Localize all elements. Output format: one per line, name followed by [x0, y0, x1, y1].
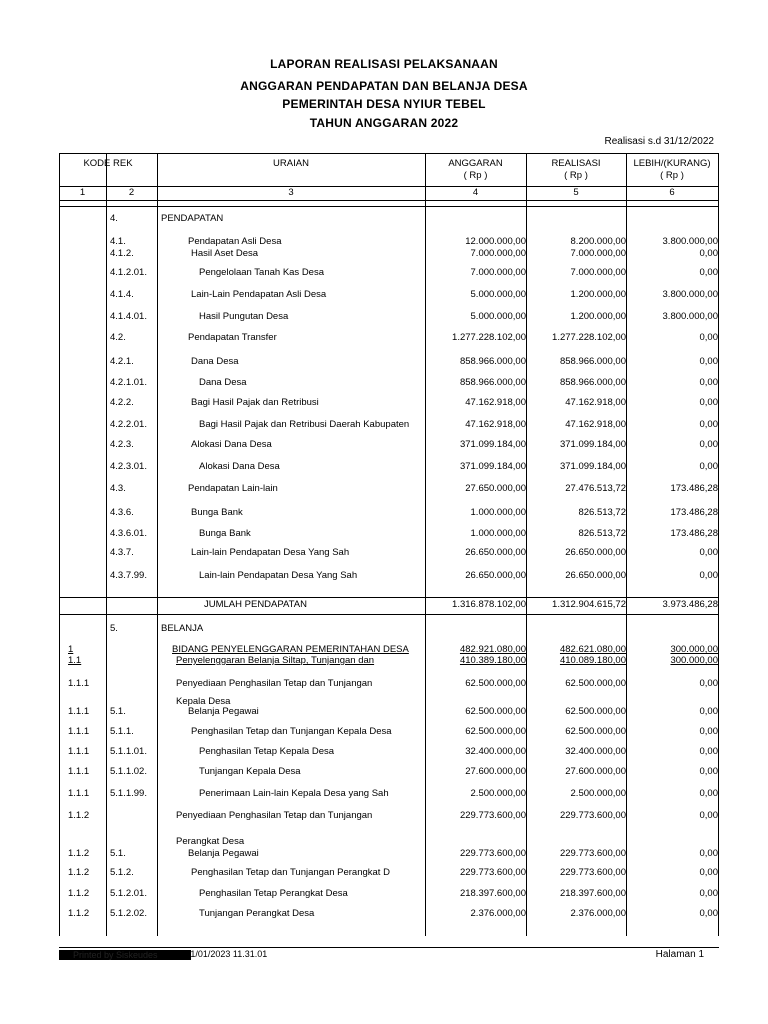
row-kode-rekening: 5.1.1.01.: [110, 746, 147, 757]
row-kode-rekening: 4.3.6.01.: [110, 528, 147, 539]
row-realisasi: 371.099.184,00: [559, 461, 626, 472]
row-anggaran: 858.966.000,00: [459, 377, 526, 388]
budget-table: [59, 153, 719, 936]
col-border-6: [718, 153, 719, 936]
row-uraian: Bagi Hasil Pajak dan Retribusi Daerah Kabupaten: [199, 419, 410, 430]
row-anggaran: 62.500.000,00: [465, 726, 526, 737]
colnum-divider: [59, 200, 719, 201]
row-kode-rekening: 4.2.1.01.: [110, 377, 147, 388]
header-anggaran-rp: ( Rp ): [463, 170, 488, 181]
row-lebih-kurang: 3.800.000,00: [662, 311, 718, 322]
row-realisasi: 1.200.000,00: [570, 289, 626, 300]
row-lebih-kurang: 0,00: [699, 867, 718, 878]
total-top-line: [59, 597, 719, 598]
header-kode-rek: KODE REK: [83, 158, 133, 169]
row-kode-rekening: 4.2.2.: [110, 397, 134, 408]
row-realisasi: 1.312.904.615,72: [552, 599, 626, 610]
row-anggaran: 229.773.600,00: [459, 848, 526, 859]
row-anggaran: 12.000.000,00: [465, 236, 526, 247]
row-lebih-kurang: 3.800.000,00: [662, 236, 718, 247]
row-realisasi: 7.000.000,00: [570, 267, 626, 278]
colnum-2: 2: [128, 187, 135, 198]
row-kode-bidang: 1.1.1: [68, 766, 90, 777]
header-realisasi-rp: ( Rp ): [564, 170, 588, 181]
row-uraian: Tunjangan Perangkat Desa: [199, 908, 315, 919]
row-anggaran: 218.397.600,00: [459, 888, 526, 899]
row-anggaran: 410.389.180,00: [459, 655, 526, 666]
row-lebih-kurang: 0,00: [699, 746, 718, 757]
header-uraian: URAIAN: [273, 158, 309, 169]
row-uraian: Alokasi Dana Desa: [191, 439, 272, 450]
report-title-line-1: LAPORAN REALISASI PELAKSANAAN: [270, 57, 498, 71]
row-uraian: Perangkat Desa: [176, 836, 245, 847]
row-kode-bidang: 1.1.2: [68, 867, 90, 878]
row-uraian: Dana Desa: [199, 377, 247, 388]
row-kode-rekening: 4.1.2.01.: [110, 267, 147, 278]
body-start-line: [59, 206, 719, 207]
colnum-1: 1: [79, 187, 86, 198]
report-title-line-4: TAHUN ANGGARAN 2022: [309, 116, 459, 130]
row-uraian: Penghasilan Tetap dan Tunjangan Perangkat D: [191, 867, 390, 878]
row-lebih-kurang: 0,00: [699, 377, 718, 388]
row-anggaran: 1.000.000,00: [470, 507, 526, 518]
row-kode-bidang: 1.1.2: [68, 810, 90, 821]
row-lebih-kurang: 0,00: [699, 419, 718, 430]
col-border-0: [59, 153, 60, 936]
row-kode-bidang: 1.1.2: [68, 848, 90, 859]
row-kode-rekening: 5.1.1.: [110, 726, 134, 737]
row-kode-bidang: 1.1.1: [68, 678, 90, 689]
row-anggaran: 32.400.000,00: [465, 746, 526, 757]
row-anggaran: 2.376.000,00: [470, 908, 526, 919]
row-uraian: Bunga Bank: [199, 528, 251, 539]
row-lebih-kurang: 0,00: [699, 397, 718, 408]
row-kode-rekening: 4.3.7.99.: [110, 570, 147, 581]
header-lebih-rp: ( Rp ): [660, 170, 684, 181]
row-uraian: Penyediaan Penghasilan Tetap dan Tunjangan: [176, 810, 373, 821]
print-timestamp: 11/01/2023 11.31.01: [186, 949, 268, 959]
row-realisasi: 229.773.600,00: [559, 867, 626, 878]
row-kode-bidang: 1.1.2: [68, 908, 90, 919]
row-realisasi: 371.099.184,00: [559, 439, 626, 450]
row-anggaran: 1.277.228.102,00: [452, 332, 526, 343]
row-lebih-kurang: 0,00: [699, 439, 718, 450]
row-uraian: Kepala Desa: [176, 696, 231, 707]
row-uraian: BIDANG PENYELENGGARAN PEMERINTAHAN DESA: [172, 644, 409, 655]
row-kode-bidang: 1.1.1: [68, 706, 90, 717]
row-lebih-kurang: 0,00: [699, 248, 718, 259]
row-lebih-kurang: 3.973.486,28: [662, 599, 718, 610]
row-realisasi: 1.277.228.102,00: [552, 332, 626, 343]
row-kode-rekening: 5.1.1.02.: [110, 766, 147, 777]
row-kode-bidang: 1.1: [68, 655, 82, 666]
row-lebih-kurang: 0,00: [699, 908, 718, 919]
row-realisasi: 26.650.000,00: [565, 570, 626, 581]
row-kode-rekening: 5.1.1.99.: [110, 788, 147, 799]
row-uraian: BELANJA: [161, 623, 204, 634]
row-lebih-kurang: 0,00: [699, 766, 718, 777]
row-lebih-kurang: 300.000,00: [670, 644, 718, 655]
row-uraian: JUMLAH PENDAPATAN: [204, 599, 307, 610]
row-uraian: Belanja Pegawai: [188, 706, 259, 717]
row-uraian: Penghasilan Tetap dan Tunjangan Kepala Desa: [191, 726, 392, 737]
row-uraian: Tunjangan Kepala Desa: [199, 766, 301, 777]
row-realisasi: 62.500.000,00: [565, 726, 626, 737]
row-kode-bidang: 1.1.1: [68, 788, 90, 799]
row-lebih-kurang: 0,00: [699, 888, 718, 899]
row-lebih-kurang: 173.486,28: [670, 528, 718, 539]
row-lebih-kurang: 0,00: [699, 678, 718, 689]
row-realisasi: 27.476.513,72: [565, 483, 626, 494]
row-anggaran: 27.650.000,00: [465, 483, 526, 494]
row-realisasi: 229.773.600,00: [559, 810, 626, 821]
row-anggaran: 482.921.080,00: [459, 644, 526, 655]
row-uraian: Alokasi Dana Desa: [199, 461, 280, 472]
row-anggaran: 229.773.600,00: [459, 867, 526, 878]
row-realisasi: 482.621.080,00: [559, 644, 626, 655]
row-kode-rekening: 4.2.3.: [110, 439, 134, 450]
row-lebih-kurang: 0,00: [699, 332, 718, 343]
row-kode-rekening: 4.2.: [110, 332, 126, 343]
row-kode-rekening: 5.1.2.01.: [110, 888, 147, 899]
report-title-line-2: ANGGARAN PENDAPATAN DAN BELANJA DESA: [240, 79, 528, 93]
row-realisasi: 826.513,72: [578, 528, 626, 539]
row-anggaran: 7.000.000,00: [470, 267, 526, 278]
row-lebih-kurang: 0,00: [699, 267, 718, 278]
row-uraian: Pendapatan Transfer: [188, 332, 277, 343]
row-lebih-kurang: 0,00: [699, 788, 718, 799]
colnum-3: 3: [288, 187, 294, 198]
row-anggaran: 1.000.000,00: [470, 528, 526, 539]
row-lebih-kurang: 3.800.000,00: [662, 289, 718, 300]
row-realisasi: 2.376.000,00: [570, 908, 626, 919]
colnum-5: 5: [573, 187, 579, 198]
row-uraian: Belanja Pegawai: [188, 848, 259, 859]
row-uraian: Lain-lain Pendapatan Desa Yang Sah: [191, 547, 350, 558]
col-border-1: [106, 153, 107, 936]
row-uraian: PENDAPATAN: [161, 213, 224, 224]
row-kode-rekening: 4.2.1.: [110, 356, 134, 367]
row-realisasi: 229.773.600,00: [559, 848, 626, 859]
row-anggaran: 1.316.878.102,00: [452, 599, 526, 610]
row-uraian: Lain-Lain Pendapatan Asli Desa: [191, 289, 327, 300]
header-realisasi: REALISASI: [551, 158, 601, 169]
colnum-6: 6: [669, 187, 675, 198]
printed-by-label: Printed by Siskeudes: [59, 950, 191, 960]
row-realisasi: 858.966.000,00: [559, 377, 626, 388]
row-realisasi: 858.966.000,00: [559, 356, 626, 367]
row-kode-rekening: 5.1.2.: [110, 867, 134, 878]
row-lebih-kurang: 0,00: [699, 706, 718, 717]
row-anggaran: 5.000.000,00: [470, 289, 526, 300]
row-kode-rekening: 4.3.7.: [110, 547, 134, 558]
row-kode-rekening: 5.1.: [110, 706, 126, 717]
footer-line: [59, 947, 719, 948]
row-kode-rekening: 4.1.4.: [110, 289, 134, 300]
table-top-border: [59, 153, 719, 154]
row-anggaran: 47.162.918,00: [465, 397, 526, 408]
row-kode-rekening: 4.2.3.01.: [110, 461, 147, 472]
row-lebih-kurang: 173.486,28: [670, 507, 718, 518]
row-uraian: Penghasilan Tetap Kepala Desa: [199, 746, 335, 757]
row-kode-rekening: 5.1.2.02.: [110, 908, 147, 919]
row-lebih-kurang: 0,00: [699, 848, 718, 859]
header-lebih: LEBIH/(KURANG): [633, 158, 711, 169]
row-kode-rekening: 4.1.4.01.: [110, 311, 147, 322]
row-anggaran: 62.500.000,00: [465, 678, 526, 689]
row-uraian: Hasil Aset Desa: [191, 248, 259, 259]
row-uraian: Penyediaan Penghasilan Tetap dan Tunjangan: [176, 678, 373, 689]
row-kode-bidang: 1.1.1: [68, 746, 90, 757]
row-anggaran: 5.000.000,00: [470, 311, 526, 322]
row-kode-rekening: 4.1.2.: [110, 248, 134, 259]
row-anggaran: 2.500.000,00: [470, 788, 526, 799]
col-border-2: [157, 153, 158, 936]
colnum-4: 4: [472, 187, 479, 198]
row-anggaran: 47.162.918,00: [465, 419, 526, 430]
row-realisasi: 2.500.000,00: [570, 788, 626, 799]
row-anggaran: 62.500.000,00: [465, 706, 526, 717]
row-realisasi: 8.200.000,00: [570, 236, 626, 247]
row-anggaran: 26.650.000,00: [465, 547, 526, 558]
row-uraian: Penerimaan Lain-lain Kepala Desa yang Sah: [199, 788, 389, 799]
row-lebih-kurang: 0,00: [699, 547, 718, 558]
row-realisasi: 32.400.000,00: [565, 746, 626, 757]
row-anggaran: 858.966.000,00: [459, 356, 526, 367]
row-uraian: Penghasilan Tetap Perangkat Desa: [199, 888, 348, 899]
row-lebih-kurang: 0,00: [699, 356, 718, 367]
row-realisasi: 410.089.180,00: [559, 655, 626, 666]
row-kode-rekening: 4.3.: [110, 483, 126, 494]
row-kode-rekening: 5.1.: [110, 848, 126, 859]
row-realisasi: 826.513,72: [578, 507, 626, 518]
row-realisasi: 62.500.000,00: [565, 678, 626, 689]
row-realisasi: 47.162.918,00: [565, 419, 626, 430]
row-lebih-kurang: 0,00: [699, 570, 718, 581]
row-anggaran: 371.099.184,00: [459, 461, 526, 472]
row-anggaran: 27.600.000,00: [465, 766, 526, 777]
row-realisasi: 1.200.000,00: [570, 311, 626, 322]
row-uraian: Pendapatan Lain-lain: [188, 483, 278, 494]
row-anggaran: 7.000.000,00: [470, 248, 526, 259]
row-lebih-kurang: 0,00: [699, 461, 718, 472]
total-bottom-line: [59, 614, 719, 615]
row-lebih-kurang: 0,00: [699, 810, 718, 821]
page-number: Halaman 1: [655, 949, 704, 960]
row-realisasi: 218.397.600,00: [559, 888, 626, 899]
row-lebih-kurang: 300.000,00: [670, 655, 718, 666]
row-uraian: Bagi Hasil Pajak dan Retribusi: [191, 397, 319, 408]
row-kode-bidang: 1: [68, 644, 74, 655]
row-anggaran: 229.773.600,00: [459, 810, 526, 821]
row-kode-rekening: 4.3.6.: [110, 507, 134, 518]
row-anggaran: 371.099.184,00: [459, 439, 526, 450]
row-uraian: Lain-lain Pendapatan Desa Yang Sah: [199, 570, 358, 581]
row-realisasi: 62.500.000,00: [565, 706, 626, 717]
row-kode-rekening: 4.: [110, 213, 118, 224]
row-uraian: Pengelolaan Tanah Kas Desa: [199, 267, 325, 278]
row-kode-rekening: 4.2.2.01.: [110, 419, 147, 430]
row-lebih-kurang: 0,00: [699, 726, 718, 737]
row-uraian: Hasil Pungutan Desa: [199, 311, 289, 322]
row-uraian: Bunga Bank: [191, 507, 243, 518]
row-uraian: Pendapatan Asli Desa: [188, 236, 282, 247]
row-anggaran: 26.650.000,00: [465, 570, 526, 581]
row-kode-rekening: 4.1.: [110, 236, 126, 247]
as-of-date: Realisasi s.d 31/12/2022: [604, 136, 714, 147]
row-kode-bidang: 1.1.1: [68, 726, 90, 737]
row-lebih-kurang: 173.486,28: [670, 483, 718, 494]
row-uraian: Penyelenggaran Belanja Siltap, Tunjangan dan: [176, 655, 375, 666]
report-title-line-3: PEMERINTAH DESA NYIUR TEBEL: [282, 97, 486, 111]
row-kode-rekening: 5.: [110, 623, 118, 634]
header-anggaran: ANGGARAN: [448, 158, 503, 169]
row-realisasi: 27.600.000,00: [565, 766, 626, 777]
row-realisasi: 47.162.918,00: [565, 397, 626, 408]
row-realisasi: 26.650.000,00: [565, 547, 626, 558]
row-kode-bidang: 1.1.2: [68, 888, 90, 899]
row-uraian: Dana Desa: [191, 356, 239, 367]
row-realisasi: 7.000.000,00: [570, 248, 626, 259]
